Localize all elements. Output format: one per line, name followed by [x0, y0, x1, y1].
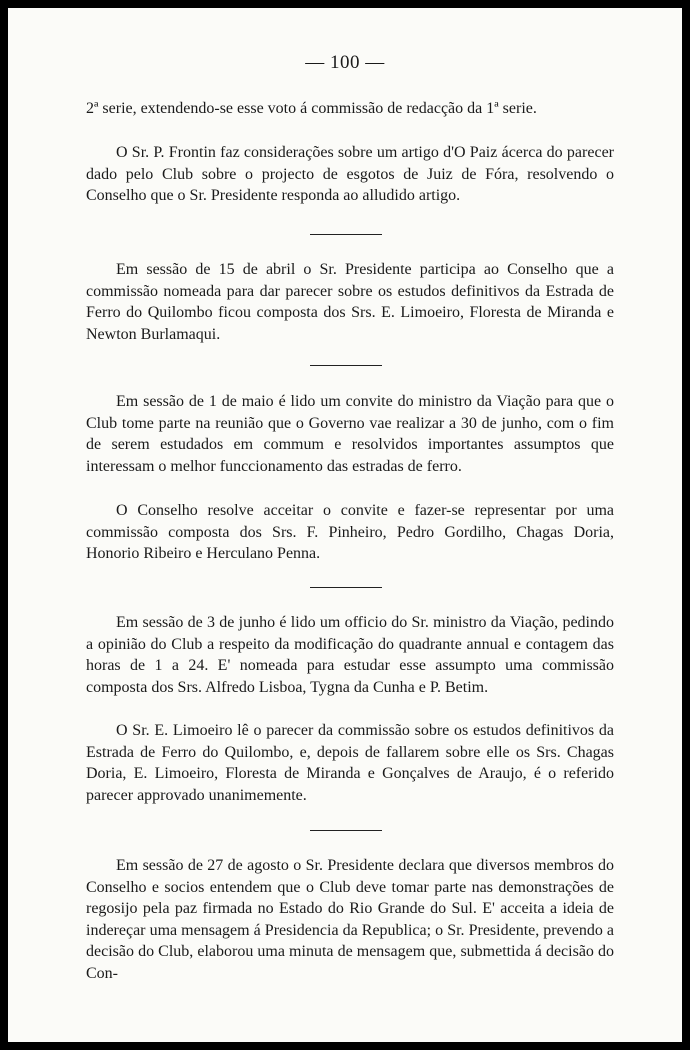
paragraph-frontin: O Sr. P. Frontin faz considerações sobre um artigo d'O Paiz ácerca do parecer dado pelo Club sobre o projecto de esgotos de Juiz de Fóra, resolvendo o Conselho que o Sr. Presidente responda ao alludido artigo.	[86, 144, 614, 205]
section-divider	[310, 830, 382, 831]
paragraph-session-april-15: Em sessão de 15 de abril o Sr. Presidente participa ao Conselho que a commissão nomeada para dar parecer sobre os estudos definitivos da Estrada de Ferro do Quilombo ficou composta dos Srs. E. Limoeiro, Floresta de Miranda e Newton Burlamaqui.	[86, 261, 614, 343]
paragraph-session-june-3: Em sessão de 3 de junho é lido um officio do Sr. ministro da Viação, pedindo a opinião do Club a respeito da modificação do quadrante annual e contagem das horas de 1 a 24. E' nomeada para estudar esse assumpto uma commissão composta dos Srs. Alfredo Lisboa, Tygna da Cunha e P. Betim.	[86, 614, 614, 696]
page-number: — 100 —	[305, 52, 385, 73]
paragraph-limoeiro-parecer: O Sr. E. Limoeiro lê o parecer da commissão sobre os estudos definitivos da Estrada de Ferro do Quilombo, e, depois de fallarem sobre elle os Srs. Chagas Doria, E. Limoeiro, Floresta de Miranda e Gonçalves de Araujo, é o referido parecer approvado unanimemente.	[86, 722, 614, 804]
section-divider	[310, 587, 382, 588]
section-divider	[310, 234, 382, 235]
paragraph-session-may-1: Em sessão de 1 de maio é lido um convite do ministro da Viação para que o Club tome parte na reunião que o Governo vae realizar a 30 de junho, com o fim de serem estudados em commum e resolvidos importantes assumptos que interessam o melhor funccionamento das estradas de ferro.	[86, 393, 614, 475]
document-page	[8, 8, 682, 1042]
paragraph-session-august-27: Em sessão de 27 de agosto o Sr. Presidente declara que diversos membros do Conselho e socios entendem que o Club deve tomar parte nas demonstrações de regosijo pela paz firmada no Estado do Rio Grande do Sul. E' acceita a ideia de indereçar uma mensagem á Presidencia da Republica; o Sr. Presidente, prevendo a decisão do Club, elaborou uma minuta de mensagem que, submettida á decisão do Con-	[86, 857, 614, 982]
section-divider	[310, 365, 382, 366]
paragraph-conselho-resolve: O Conselho resolve acceitar o convite e fazer-se representar por uma commissão composta dos Srs. F. Pinheiro, Pedro Gordilho, Chagas Doria, Honorio Ribeiro e Herculano Penna.	[86, 502, 614, 563]
paragraph-continuation: 2ª serie, extendendo-se esse voto á commissão de redacção da 1ª serie.	[86, 100, 537, 117]
